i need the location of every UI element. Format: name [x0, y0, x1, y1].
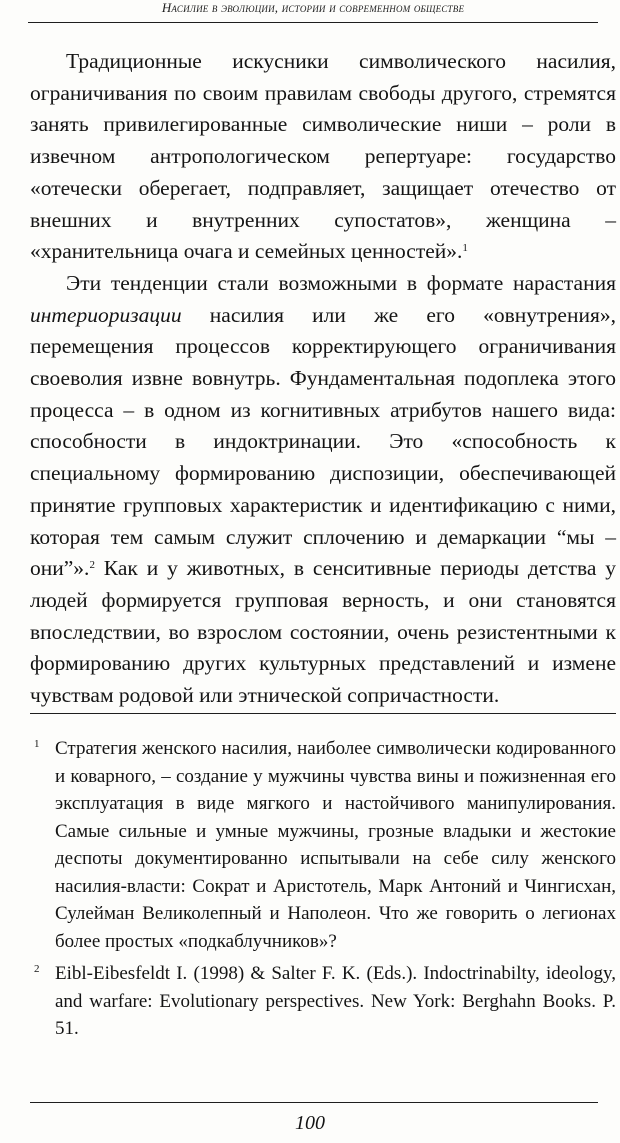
italic-term: интериоризации	[30, 302, 182, 327]
footnote-number-1: 1	[34, 738, 40, 750]
bottom-rule	[30, 1102, 598, 1103]
footnote-text-2: Eibl-Eibesfeldt I. (1998) & Salter F. K. (Eds.). Indoctrinabilty, ideology, and warfare: Evolutionary perspectives. New York: Berghahn Books. P. 51.	[55, 963, 616, 1039]
main-text	[30, 46, 616, 712]
page-number: 100	[295, 1112, 325, 1134]
footnote-ref-2[interactable]: 2	[89, 559, 95, 572]
paragraph-1-text: Традиционные искусники символического насилия, ограничивания по своим правилам свободы другого, стремятся занять привилегированные символические ниши – роли в извечном антропологическом репертуаре: государство «отечески оберегает, подправляет, защищает отечество от внешних и внутренних супостатов», женщина – «хранительница очага и семейных ценностей».	[30, 49, 616, 264]
footnote-number-2: 2	[34, 963, 40, 975]
paragraph-1	[30, 46, 616, 268]
paragraph-2	[30, 268, 616, 712]
paragraph-2-text-start: Эти тенденции стали возможными в формате нарастания	[66, 270, 616, 295]
footnote-ref-1[interactable]: 1	[462, 242, 468, 255]
paragraph-2-text-end: Как и у животных, в сенситивные периоды детства у людей формируется групповая верность, и они становятся впоследствии, во взрослом состоянии, очень резистентными к формированию других культурных представлений и измене чувствам родовой или этнической сопричастности.	[30, 556, 616, 708]
footnote-1	[30, 735, 616, 955]
running-head: Насилие в эволюции, истории и современном обществе	[161, 0, 465, 15]
footnote-text-1: Стратегия женского насилия, наиболее символически кодированного и коварного, – создание у мужчины чувства вины и пожизненная его эксплуатация в виде мягкого и настойчивого манипулирования. Самые сильные и умные мужчины, грозные владыки и жестокие деспоты документированно испытывали на себе силу женского насилия-власти: Сократ и Аристотель, Марк Антоний и Чингисхан, Сулейман Великолепный и Наполеон. Что же говорить о легионах более простых «подкаблучников»?	[55, 738, 616, 952]
paragraph-2-text-middle: насилия или же его «овнутрения», перемещения процессов корректирующего ограничивания своеволия извне вовнутрь. Фундаментальная подоплека этого процесса – в одном из когнитивных атрибутов нашего вида: способности в индоктринации. Это «способность к специальному формированию диспозиции, обеспечивающей принятие групповых характеристик и идентификацию с ними, которая тем самым служит сплочению и демаркации “мы – они”».	[30, 302, 616, 581]
footnotes	[30, 735, 616, 1048]
footnote-rule	[30, 713, 616, 714]
header-rule	[28, 22, 598, 23]
footnote-2	[30, 960, 616, 1043]
